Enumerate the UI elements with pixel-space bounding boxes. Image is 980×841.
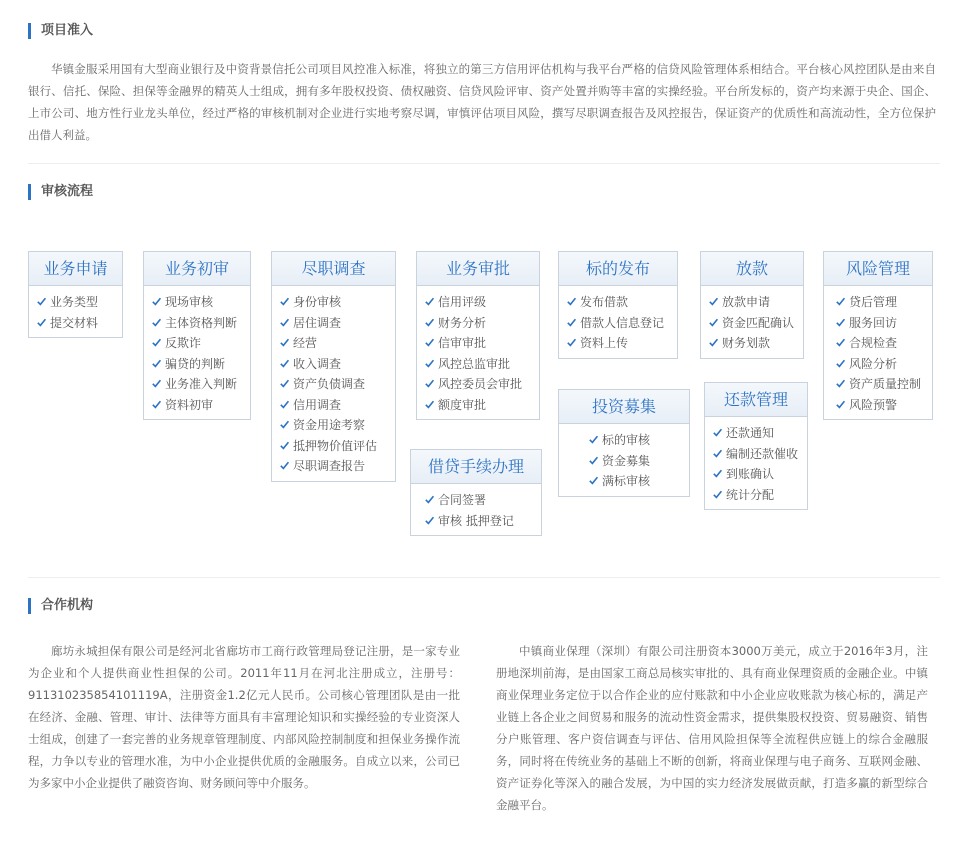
flow-box-title: 业务审批 [417, 252, 539, 286]
section-title-review-process: 审核流程 [28, 184, 93, 200]
flow-box-title: 借贷手续办理 [411, 450, 541, 484]
checkmark-icon [280, 318, 289, 327]
list-item-label: 信用评级 [438, 295, 487, 309]
list-item-label: 身份审核 [293, 295, 342, 309]
checkmark-icon [589, 476, 598, 485]
list-item [280, 292, 395, 313]
list-item-label: 放款申请 [722, 295, 771, 309]
list-item-label: 资产负债调查 [293, 377, 366, 391]
checkmark-icon [152, 338, 161, 347]
list-item-label: 统计分配 [726, 487, 775, 502]
checkmark-icon [567, 318, 576, 327]
checkmark-icon [713, 449, 722, 458]
list-item [152, 292, 250, 313]
list-item [836, 354, 932, 375]
flow-box-list [824, 286, 932, 419]
list-item-label: 抵押物价值评估 [293, 438, 378, 453]
list-item [836, 395, 932, 416]
flow-box-list [559, 286, 677, 358]
list-item [709, 313, 803, 334]
list-item-label: 风险预警 [849, 397, 898, 412]
flow-box-list [29, 286, 122, 337]
list-item-label: 发布借款 [580, 295, 629, 309]
checkmark-icon [280, 379, 289, 388]
list-item [425, 511, 541, 532]
checkmark-icon [152, 400, 161, 409]
list-item-label: 提交材料 [50, 315, 99, 330]
flow-box-title: 还款管理 [705, 383, 807, 417]
checkmark-icon [425, 318, 434, 327]
list-item-label: 资料初审 [165, 397, 214, 412]
flow-box-investment-raising [558, 389, 690, 497]
checkmark-icon [425, 400, 434, 409]
list-item [37, 292, 122, 313]
checkmark-icon [567, 297, 576, 306]
list-item-label: 审核 抵押登记 [438, 513, 514, 528]
list-item [280, 354, 395, 375]
list-item [425, 333, 539, 354]
list-item [589, 451, 689, 472]
checkmark-icon [836, 297, 845, 306]
list-item [709, 292, 803, 313]
list-item-label: 合规检查 [849, 336, 898, 350]
list-item-label: 收入调查 [293, 356, 342, 371]
checkmark-icon [280, 400, 289, 409]
list-item-label: 信审审批 [438, 336, 487, 350]
flow-box-title: 投资募集 [559, 390, 689, 424]
checkmark-icon [280, 359, 289, 368]
flow-box-preliminary-review [143, 251, 251, 420]
partner-left-text: 廊坊永城担保有限公司是经河北省廊坊市工商行政管理局登记注册，是一家专业为企业和个人提供商业性担保的公司。2011年11月在河北注册成立，注册号：911310235854101119A，注册资金1.2亿元人民币。公司核心管理团队是由一批在经济、金融、管理、审计、法律等方面具有丰富理论知识和实操经验的专业资深人士组成，创建了一套完善的业务规章管理制度、内部风险控制制度和担保业务操作流程，力争以专业的管理水准，为中小企业提供优质的金融服务。自成立以来，公司已为多家中小企业提供了融资咨询、财务顾问等中介服务。 [28, 644, 460, 790]
checkmark-icon [709, 318, 718, 327]
list-item [280, 436, 395, 457]
list-item [713, 444, 807, 465]
flow-box-loan-procedures [410, 449, 542, 536]
flow-box-title: 业务申请 [29, 252, 122, 286]
list-item [713, 464, 807, 485]
list-item [280, 415, 395, 436]
flow-box-list [701, 286, 803, 358]
flow-box-title: 尽职调查 [272, 252, 395, 286]
checkmark-icon [713, 490, 722, 499]
checkmark-icon [425, 359, 434, 368]
checkmark-icon [280, 441, 289, 450]
list-item [836, 313, 932, 334]
list-item [280, 333, 395, 354]
checkmark-icon [589, 435, 598, 444]
partner-left-paragraph [28, 640, 460, 794]
list-item [37, 313, 122, 334]
list-item [280, 313, 395, 334]
checkmark-icon [280, 297, 289, 306]
checkmark-icon [37, 318, 46, 327]
checkmark-icon [425, 495, 434, 504]
flow-box-repayment-management [704, 382, 808, 510]
flow-box-loan-disbursement [700, 251, 804, 359]
flow-box-title: 业务初审 [144, 252, 250, 286]
list-item-label: 风控委员会审批 [438, 377, 523, 391]
list-item-label: 信用调查 [293, 397, 342, 412]
partner-right-text: 中镇商业保理（深圳）有限公司注册资本3000万美元，成立于2016年3月，注册地深圳前海，是由国家工商总局核实审批的、具有商业保理资质的金融企业。中镇商业保理业务定位于以合作企业的应付账款和中小企业应收账款为核心标的，满足产业链上各企业之间贸易和服务的流动性资金需求，提供集股权投资、贸易融资、销售分户账管理、客户资信调查与评估、信用风险担保等全流程供应链上的综合金融服务，同时将在传统业务的基础上不断的创新，将商业保理与电子商务、互联网金融、资产证券化等深入的融合发展，为中国的实力经济发展做贡献，打造多赢的新型综合金融平台。 [496, 644, 928, 812]
list-item-label: 骗贷的判断 [165, 356, 226, 371]
checkmark-icon [152, 297, 161, 306]
list-item [425, 354, 539, 375]
list-item-label: 尽职调查报告 [293, 459, 366, 473]
list-item [589, 471, 689, 492]
list-item [425, 292, 539, 313]
list-item-label: 资产质量控制 [849, 377, 922, 391]
checkmark-icon [152, 318, 161, 327]
checkmark-icon [152, 379, 161, 388]
flow-box-list [272, 286, 395, 481]
list-item-label: 资金匹配确认 [722, 315, 795, 330]
checkmark-icon [836, 359, 845, 368]
checkmark-icon [37, 297, 46, 306]
checkmark-icon [425, 516, 434, 525]
list-item-label: 资金用途考察 [293, 418, 366, 432]
list-item-label: 风险分析 [849, 356, 898, 371]
flow-box-risk-management [823, 251, 933, 420]
flow-box-title: 标的发布 [559, 252, 677, 286]
checkmark-icon [836, 400, 845, 409]
flow-box-business-application [28, 251, 123, 338]
list-item [152, 374, 250, 395]
checkmark-icon [425, 297, 434, 306]
flow-box-list [705, 417, 807, 509]
list-item-label: 财务划款 [722, 336, 771, 350]
list-item-label: 资料上传 [580, 336, 629, 350]
list-item-label: 满标审核 [602, 474, 651, 488]
list-item-label: 借款人信息登记 [580, 315, 665, 330]
list-item-label: 还款通知 [726, 426, 775, 440]
list-item [589, 430, 689, 451]
list-item [709, 333, 803, 354]
checkmark-icon [152, 359, 161, 368]
section-title-partners: 合作机构 [28, 598, 93, 614]
list-item-label: 业务类型 [50, 295, 99, 309]
list-item-label: 资金募集 [602, 453, 651, 468]
checkmark-icon [836, 379, 845, 388]
checkmark-icon [280, 461, 289, 470]
flow-box-list [417, 286, 539, 419]
list-item [280, 395, 395, 416]
section-title-project-access: 项目准入 [28, 23, 93, 39]
divider [28, 577, 940, 578]
list-item [152, 313, 250, 334]
checkmark-icon [425, 338, 434, 347]
list-item-label: 标的审核 [602, 433, 651, 447]
list-item [567, 333, 677, 354]
flow-box-listing-publish [558, 251, 678, 359]
flow-box-title: 放款 [701, 252, 803, 286]
partner-right-paragraph [496, 640, 928, 816]
list-item [567, 313, 677, 334]
list-item [152, 333, 250, 354]
flow-box-business-approval [416, 251, 540, 420]
checkmark-icon [280, 420, 289, 429]
list-item-label: 主体资格判断 [165, 315, 238, 330]
list-item [425, 490, 541, 511]
checkmark-icon [713, 469, 722, 478]
list-item [836, 333, 932, 354]
list-item [836, 292, 932, 313]
checkmark-icon [713, 428, 722, 437]
list-item [152, 354, 250, 375]
list-item [836, 374, 932, 395]
list-item-label: 财务分析 [438, 315, 487, 330]
checkmark-icon [709, 297, 718, 306]
checkmark-icon [567, 338, 576, 347]
project-access-paragraph [28, 58, 936, 146]
list-item [713, 485, 807, 506]
divider [28, 163, 940, 164]
list-item [280, 374, 395, 395]
flow-box-list [411, 484, 541, 535]
list-item-label: 现场审核 [165, 295, 214, 309]
flow-box-list [559, 424, 689, 496]
list-item-label: 合同签署 [438, 493, 487, 507]
list-item-label: 居住调查 [293, 315, 342, 330]
project-access-text: 华镇金服采用国有大型商业银行及中资背景信托公司项目风控准入标准，将独立的第三方信用评估机构与我平台严格的信贷风险管理体系相结合。平台核心风控团队是由来自银行、信托、保险、担保等金融界的精英人士组成，拥有多年股权投资、债权融资、信贷风险评审、资产处置并购等丰富的实操经验。平台所发标的，资产均来源于央企、国企、上市公司、地方性行业龙头单位，经过严格的审核机制对企业进行实地考察尽调，审慎评估项目风险，撰写尽职调查报告及风控报告，保证资产的优质性和高流动性，全方位保护出借人利益。 [28, 62, 936, 142]
checkmark-icon [280, 338, 289, 347]
list-item-label: 经营 [293, 336, 318, 350]
list-item-label: 额度审批 [438, 397, 487, 412]
list-item [425, 313, 539, 334]
list-item [425, 374, 539, 395]
list-item [280, 456, 395, 477]
list-item [152, 395, 250, 416]
checkmark-icon [836, 318, 845, 327]
list-item-label: 贷后管理 [849, 295, 898, 309]
list-item-label: 风控总监审批 [438, 356, 511, 371]
checkmark-icon [589, 456, 598, 465]
list-item [567, 292, 677, 313]
list-item [425, 395, 539, 416]
list-item-label: 服务回访 [849, 315, 898, 330]
flow-box-list [144, 286, 250, 419]
list-item [713, 423, 807, 444]
list-item-label: 编制还款催收 [726, 446, 799, 461]
checkmark-icon [425, 379, 434, 388]
flow-box-title: 风险管理 [824, 252, 932, 286]
checkmark-icon [836, 338, 845, 347]
checkmark-icon [709, 338, 718, 347]
flow-box-due-diligence [271, 251, 396, 482]
list-item-label: 到账确认 [726, 467, 775, 481]
list-item-label: 业务准入判断 [165, 377, 238, 391]
list-item-label: 反欺诈 [165, 336, 202, 350]
